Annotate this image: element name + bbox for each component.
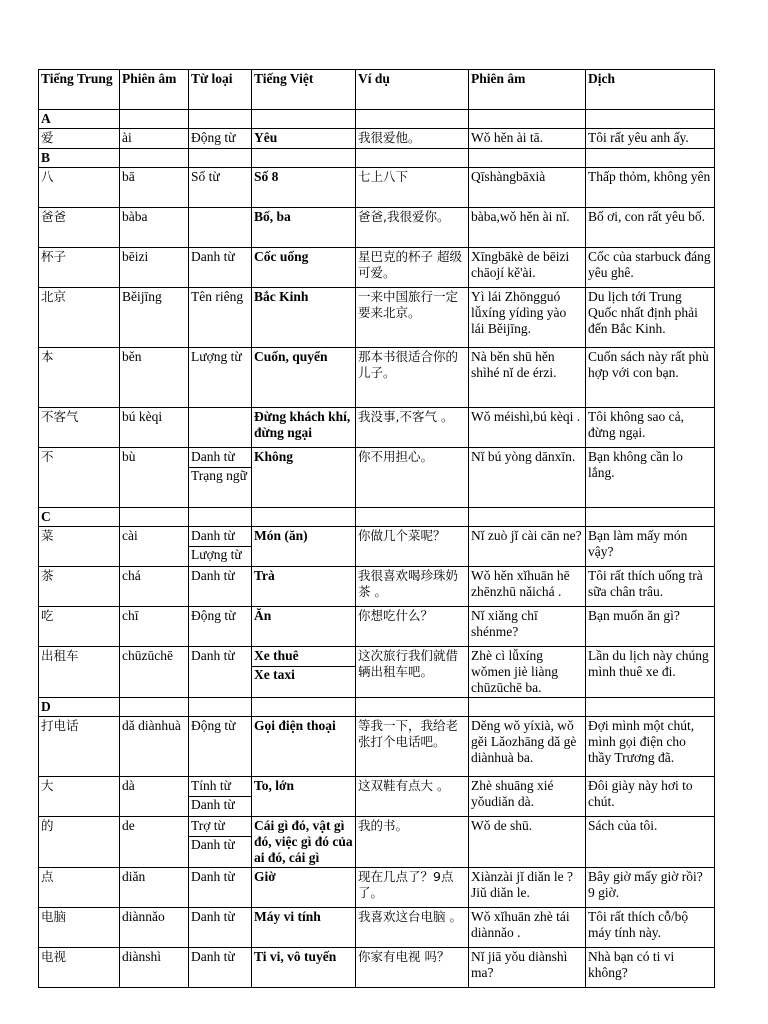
translation: Tôi rất thích cỗ/bộ máy tính này. — [586, 908, 715, 948]
empty-cell — [586, 110, 715, 129]
pinyin: bú kèqi — [120, 408, 189, 448]
word-type-label: Danh từ — [191, 648, 235, 663]
vietnamese-label: Ti vi, vô tuyến — [254, 949, 337, 964]
translation: Bố ơi, con rất yêu bố. — [586, 208, 715, 248]
chinese-word: 出租车 — [39, 647, 120, 698]
translation: Sách của tôi. — [586, 817, 715, 868]
translation: Bạn không cần lo lắng. — [586, 448, 715, 508]
section-letter-row — [39, 698, 715, 717]
vietnamese-label: Bắc Kinh — [254, 289, 309, 304]
vietnamese-meaning — [252, 448, 356, 508]
table-body — [39, 110, 715, 988]
example-sentence: 我没事,不客气 。 — [356, 408, 469, 448]
empty-cell — [189, 698, 252, 717]
section-letter-row — [39, 110, 715, 129]
vietnamese-meaning — [252, 208, 356, 248]
word-type — [189, 208, 252, 248]
word-type-label: Danh từ — [191, 909, 235, 924]
header-example: Ví dụ — [356, 70, 469, 110]
empty-cell — [252, 149, 356, 168]
chinese-word: 八 — [39, 168, 120, 208]
empty-cell — [120, 149, 189, 168]
table-row — [39, 129, 715, 149]
translation: Đợi mình một chút, mình gọi điện cho thầy Trương đã. — [586, 717, 715, 777]
pinyin: bā — [120, 168, 189, 208]
translation: Bạn làm mấy món vậy? — [586, 527, 715, 567]
translation: Đôi giày này hơi to chút. — [586, 777, 715, 817]
vietnamese-meaning — [252, 129, 356, 149]
table-row — [39, 717, 715, 777]
chinese-word: 电脑 — [39, 908, 120, 948]
word-type-label: Tên riêng — [191, 289, 244, 304]
header-pinyin: Phiên âm — [120, 70, 189, 110]
example-pinyin: Wǒ méishì,bú kèqi . — [469, 408, 586, 448]
chinese-word: 爸爸 — [39, 208, 120, 248]
empty-cell — [469, 698, 586, 717]
word-type-label: Động từ — [191, 718, 236, 733]
example-pinyin: Nǐ zuò jǐ cài cān ne? — [469, 527, 586, 567]
empty-cell — [252, 110, 356, 129]
empty-cell — [469, 508, 586, 527]
translation: Tôi rất thích uống trà sữa chân trâu. — [586, 567, 715, 607]
chinese-word: 杯子 — [39, 248, 120, 288]
pinyin: dǎ diànhuà — [120, 717, 189, 777]
example-sentence: 等我一下，我给老张打个电话吧。 — [356, 717, 469, 777]
empty-cell — [356, 110, 469, 129]
empty-cell — [586, 149, 715, 168]
table-row — [39, 777, 715, 817]
translation: Thấp thỏm, không yên — [586, 168, 715, 208]
word-type — [189, 717, 252, 777]
table-row — [39, 817, 715, 868]
chinese-word: 的 — [39, 817, 120, 868]
pinyin: chá — [120, 567, 189, 607]
example-pinyin: Nǐ xiǎng chī shénme? — [469, 607, 586, 647]
vietnamese-label: Đừng khách khí, đừng ngại — [254, 409, 351, 440]
word-type — [189, 129, 252, 149]
vocabulary-table — [38, 69, 715, 988]
word-type-label: Lượng từ — [189, 546, 251, 563]
word-type-label: Trạng ngữ — [189, 467, 251, 484]
empty-cell — [356, 698, 469, 717]
vietnamese-meaning — [252, 168, 356, 208]
empty-cell — [356, 149, 469, 168]
word-type — [189, 527, 252, 567]
pinyin: diànnǎo — [120, 908, 189, 948]
section-letter: D — [39, 698, 120, 717]
translation: Du lịch tới Trung Quốc nhất định phải đến Bắc Kinh. — [586, 288, 715, 348]
word-type-label: Tính từ — [191, 778, 231, 793]
chinese-word: 点 — [39, 868, 120, 908]
example-pinyin: Děng wǒ yíxià, wǒ gěi Lǎozhāng dǎ gè diànhuà ba. — [469, 717, 586, 777]
word-type — [189, 408, 252, 448]
pinyin: cài — [120, 527, 189, 567]
table-row — [39, 408, 715, 448]
vietnamese-label: Món (ăn) — [254, 528, 308, 543]
section-letter: A — [39, 110, 120, 129]
table-row — [39, 348, 715, 408]
word-type — [189, 647, 252, 698]
translation: Tôi không sao cả, đừng ngại. — [586, 408, 715, 448]
vietnamese-meaning — [252, 777, 356, 817]
header-translation: Dịch — [586, 70, 715, 110]
table-row — [39, 868, 715, 908]
word-type — [189, 348, 252, 408]
vietnamese-label: Gọi điện thoại — [254, 718, 336, 733]
chinese-word: 不客气 — [39, 408, 120, 448]
word-type — [189, 567, 252, 607]
example-pinyin: Wǒ hěn ài tā. — [469, 129, 586, 149]
pinyin: chūzūchē — [120, 647, 189, 698]
translation: Cốc của starbuck đáng yêu ghê. — [586, 248, 715, 288]
example-sentence: 我很喜欢喝珍珠奶茶 。 — [356, 567, 469, 607]
pinyin: bēizi — [120, 248, 189, 288]
table-row — [39, 248, 715, 288]
example-pinyin: Xīngbākè de bēizi chāojí kě'ài. — [469, 248, 586, 288]
empty-cell — [586, 698, 715, 717]
word-type-label: Lượng từ — [191, 349, 242, 364]
word-type-label: Danh từ — [191, 568, 235, 583]
word-type — [189, 868, 252, 908]
word-type — [189, 448, 252, 508]
example-sentence: 一来中国旅行一定要来北京。 — [356, 288, 469, 348]
word-type — [189, 168, 252, 208]
section-letter-row — [39, 508, 715, 527]
word-type-label: Danh từ — [191, 869, 235, 884]
vietnamese-meaning — [252, 948, 356, 988]
empty-cell — [252, 698, 356, 717]
vietnamese-label: Yêu — [254, 130, 278, 145]
example-sentence: 七上八下 — [356, 168, 469, 208]
example-pinyin: Wǒ de shū. — [469, 817, 586, 868]
example-pinyin: Nà běn shū hěn shìhé nǐ de érzi. — [469, 348, 586, 408]
section-letter: B — [39, 149, 120, 168]
word-type — [189, 908, 252, 948]
chinese-word: 北京 — [39, 288, 120, 348]
pinyin: dà — [120, 777, 189, 817]
example-pinyin: Zhè shuāng xié yǒudiǎn dà. — [469, 777, 586, 817]
example-pinyin: Zhè cì lǚxíng wǒmen jiè liàng chūzūchē ba. — [469, 647, 586, 698]
word-type-label: Danh từ — [191, 528, 235, 543]
chinese-word: 茶 — [39, 567, 120, 607]
chinese-word: 大 — [39, 777, 120, 817]
word-type-label: Danh từ — [189, 836, 251, 853]
example-pinyin: Wǒ hěn xǐhuān hē zhēnzhū nǎichá . — [469, 567, 586, 607]
word-type-label: Danh từ — [191, 449, 235, 464]
header-example-pinyin: Phiên âm — [469, 70, 586, 110]
word-type-label: Danh từ — [191, 949, 235, 964]
pinyin: de — [120, 817, 189, 868]
section-letter-row — [39, 149, 715, 168]
example-pinyin: Yì lái Zhōngguó lǚxíng yídìng yào lái Běijīng. — [469, 288, 586, 348]
empty-cell — [189, 149, 252, 168]
vietnamese-meaning — [252, 647, 356, 698]
vietnamese-label: Số 8 — [254, 169, 279, 184]
header-word-type: Từ loại — [189, 70, 252, 110]
table-row — [39, 948, 715, 988]
word-type-label: Động từ — [191, 608, 236, 623]
example-sentence: 那本书很适合你的儿子。 — [356, 348, 469, 408]
example-sentence: 你想吃什么？ — [356, 607, 469, 647]
example-sentence: 我很爱他。 — [356, 129, 469, 149]
chinese-word: 不 — [39, 448, 120, 508]
pinyin: chī — [120, 607, 189, 647]
vietnamese-label: Trà — [254, 568, 275, 583]
table-row — [39, 607, 715, 647]
vietnamese-label: Ăn — [254, 608, 272, 623]
empty-cell — [252, 508, 356, 527]
header-vietnamese: Tiếng Việt — [252, 70, 356, 110]
example-pinyin: Nǐ jiā yǒu diànshì ma? — [469, 948, 586, 988]
vietnamese-meaning — [252, 527, 356, 567]
word-type — [189, 607, 252, 647]
example-pinyin: bàba,wǒ hěn ài nǐ. — [469, 208, 586, 248]
vietnamese-meaning — [252, 567, 356, 607]
word-type-label: Trợ từ — [191, 818, 225, 833]
vietnamese-label: Xe thuê — [254, 648, 299, 663]
vietnamese-meaning — [252, 288, 356, 348]
vietnamese-label: Cuốn, quyển — [254, 349, 328, 364]
vietnamese-label: To, lớn — [254, 778, 294, 793]
empty-cell — [356, 508, 469, 527]
table-row — [39, 527, 715, 567]
chinese-word: 本 — [39, 348, 120, 408]
vietnamese-meaning — [252, 908, 356, 948]
chinese-word: 吃 — [39, 607, 120, 647]
translation: Cuốn sách này rất phù hợp với con bạn. — [586, 348, 715, 408]
word-type — [189, 777, 252, 817]
vietnamese-meaning — [252, 248, 356, 288]
empty-cell — [189, 508, 252, 527]
example-sentence: 你不用担心。 — [356, 448, 469, 508]
example-sentence: 这双鞋有点大 。 — [356, 777, 469, 817]
word-type-label: Số từ — [191, 169, 220, 184]
chinese-word: 打电话 — [39, 717, 120, 777]
vietnamese-label: Không — [254, 449, 294, 464]
translation: Lần du lịch này chúng mình thuê xe đi. — [586, 647, 715, 698]
vietnamese-label: Giờ — [254, 869, 276, 884]
vietnamese-label: Bố, ba — [254, 209, 291, 224]
chinese-word: 爱 — [39, 129, 120, 149]
empty-cell — [189, 110, 252, 129]
header-row — [39, 70, 715, 110]
word-type — [189, 248, 252, 288]
pinyin: bù — [120, 448, 189, 508]
example-sentence: 我喜欢这台电脑 。 — [356, 908, 469, 948]
section-letter: C — [39, 508, 120, 527]
table-row — [39, 288, 715, 348]
chinese-word: 电视 — [39, 948, 120, 988]
word-type-label: Động từ — [191, 130, 236, 145]
example-sentence: 你做几个菜呢？ — [356, 527, 469, 567]
pinyin: běn — [120, 348, 189, 408]
word-type-label: Danh từ — [189, 796, 251, 813]
vietnamese-meaning — [252, 607, 356, 647]
example-sentence: 这次旅行我们就借辆出租车吧。 — [356, 647, 469, 698]
chinese-word: 菜 — [39, 527, 120, 567]
word-type — [189, 948, 252, 988]
pinyin: diǎn — [120, 868, 189, 908]
pinyin: bàba — [120, 208, 189, 248]
translation: Nhà bạn có ti vi không? — [586, 948, 715, 988]
empty-cell — [469, 110, 586, 129]
word-type-label: Danh từ — [191, 249, 235, 264]
table-row — [39, 647, 715, 698]
example-sentence: 你家有电视 吗？ — [356, 948, 469, 988]
vietnamese-meaning — [252, 817, 356, 868]
example-pinyin: Nǐ bú yòng dānxīn. — [469, 448, 586, 508]
example-sentence: 星巴克的杯子 超级可爱。 — [356, 248, 469, 288]
table-row — [39, 168, 715, 208]
vietnamese-meaning — [252, 717, 356, 777]
word-type — [189, 817, 252, 868]
empty-cell — [120, 698, 189, 717]
example-sentence: 现在几点了？9点了。 — [356, 868, 469, 908]
pinyin: ài — [120, 129, 189, 149]
table-row — [39, 908, 715, 948]
header-chinese: Tiếng Trung — [39, 70, 120, 110]
empty-cell — [120, 110, 189, 129]
pinyin: Běijīng — [120, 288, 189, 348]
translation: Tôi rất yêu anh ấy. — [586, 129, 715, 149]
vietnamese-label: Cốc uống — [254, 249, 309, 264]
empty-cell — [469, 149, 586, 168]
vietnamese-meaning — [252, 408, 356, 448]
example-sentence: 爸爸,我很爱你。 — [356, 208, 469, 248]
vietnamese-label: Cái gì đó, vật gì đó, việc gì đó của ai đó, cái gì — [254, 818, 353, 865]
example-pinyin: Xiànzài jǐ diǎn le ? Jiǔ diǎn le. — [469, 868, 586, 908]
word-type — [189, 288, 252, 348]
table-row — [39, 448, 715, 508]
example-pinyin: Qīshàngbāxià — [469, 168, 586, 208]
table-row — [39, 208, 715, 248]
vietnamese-meaning — [252, 348, 356, 408]
example-sentence: 我的书。 — [356, 817, 469, 868]
translation: Bây giờ mấy giờ rồi? 9 giờ. — [586, 868, 715, 908]
vietnamese-meaning — [252, 868, 356, 908]
table-row — [39, 567, 715, 607]
empty-cell — [586, 508, 715, 527]
empty-cell — [120, 508, 189, 527]
example-pinyin: Wǒ xǐhuān zhè tái diànnǎo . — [469, 908, 586, 948]
vietnamese-label: Xe taxi — [252, 666, 355, 683]
pinyin: diànshì — [120, 948, 189, 988]
translation: Bạn muốn ăn gì? — [586, 607, 715, 647]
vietnamese-label: Máy vi tính — [254, 909, 321, 924]
